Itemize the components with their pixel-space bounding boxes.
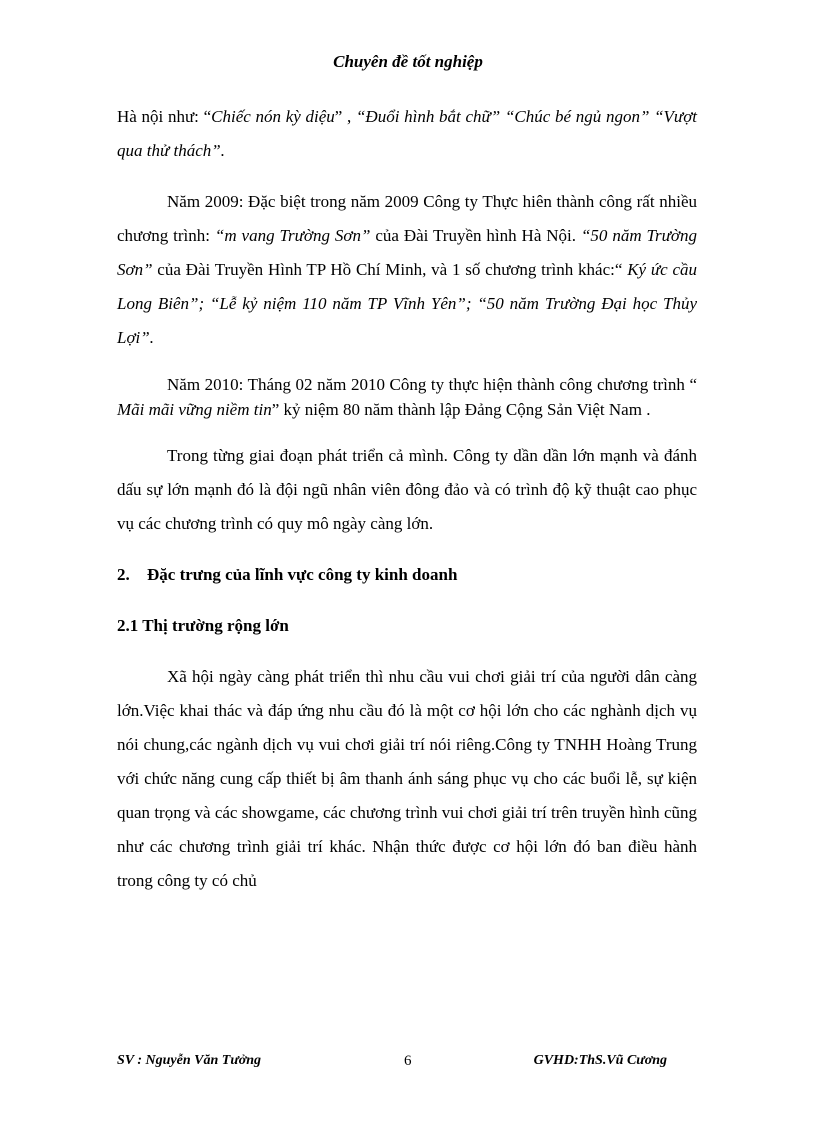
paragraph-tv-programs	[117, 100, 697, 168]
italic-run: Mãi mãi vững niềm tin	[117, 400, 272, 419]
text-run: ” ,	[334, 107, 356, 126]
document-body	[117, 100, 697, 898]
italic-run: “Đuổi hình bắt chữ” “Chúc bé ngủ ngon” “Vượt qua thử thách”.	[117, 107, 698, 160]
italic-run: “50 năm Trường Sơn”	[117, 226, 697, 279]
text-run: của Đài Truyền hình Hà Nội.	[370, 226, 581, 245]
paragraph-market: Xã hội ngày càng phát triển thì nhu cầu vui chơi giải trí của người dân càng lớn.Việc khai thác và đáp ứng nhu cầu đó là một cơ hội lớn cho các nghành dịch vụ nói chung,các ngành dịch vụ vui chơi giải trí nói riêng.Công ty TNHH Hoàng Trung với chức năng cung cấp thiết bị âm thanh ánh sáng phục vụ cho các buổi lễ, sự kiện quan trọng và các showgame, các chương trình vui chơi giải trí trên truyền hình cũng như các chương trình giải trí khác. Nhận thức được cơ hội lớn đó ban điều hành trong công ty có chủ	[117, 667, 697, 890]
paragraph-growth: Trong từng giai đoạn phát triển cả mình. Công ty dần dần lớn mạnh và đánh dấu sự lớn mạnh đó là đội ngũ nhân viên đông đảo và có trình độ kỹ thuật cao phục vụ các chương trình có quy mô ngày càng lớn.	[117, 446, 697, 533]
section-title: Đặc trưng của lĩnh vực công ty kinh doanh	[147, 565, 458, 584]
italic-run: “m vang Trường Sơn”	[214, 226, 371, 245]
text-run: Năm 2009: Đặc biệt trong năm 2009 Công ty Thực hiên thành công rất nhiều chương trình:	[117, 192, 697, 245]
footer-advisor: GVHD:ThS.Vũ Cương	[533, 1053, 667, 1068]
text-run: của Đài Truyền Hình TP Hồ Chí Minh, và 1 số chương trình khác:“	[152, 260, 628, 279]
text-run: ” kỷ niệm 80 năm thành lập Đảng Cộng Sản Việt Nam .	[271, 400, 651, 419]
text-run: Hà nội như: “	[117, 107, 212, 126]
section-number: 2.	[117, 565, 130, 584]
italic-run: Chiếc nón kỳ diệu	[211, 107, 335, 126]
paragraph-2010	[117, 372, 697, 422]
footer-page-number: 6	[404, 1053, 412, 1069]
italic-run: Ký ức cầu Long Biên”; “Lễ kỷ niệm 110 năm TP Vĩnh Yên”; “50 năm Trường Đại học Thủy Lợi”.	[117, 260, 698, 347]
subsection-heading-2-1: 2.1 Thị trường rộng lớn	[117, 616, 289, 635]
section-heading-2	[117, 558, 697, 592]
footer-student: SV : Nguyễn Văn Tưởng	[117, 1053, 262, 1068]
text-run: Năm 2010: Tháng 02 năm 2010 Công ty thực hiện thành công chương trình “	[167, 375, 697, 394]
paragraph-2009	[117, 185, 697, 355]
page-header-title: Chuyên đề tốt nghiệp	[333, 52, 483, 71]
page-footer	[117, 1053, 697, 1075]
